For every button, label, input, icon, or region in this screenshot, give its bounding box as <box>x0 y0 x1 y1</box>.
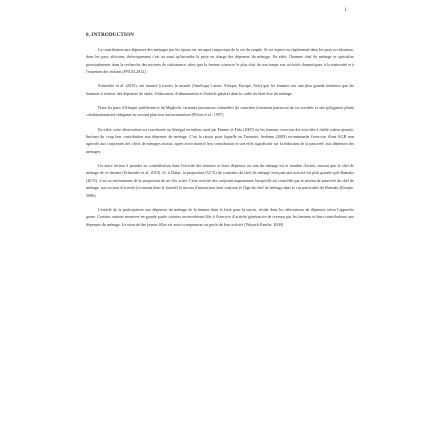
paragraph-6: L'intérêt de la participation aux dépenses du ménage de la femme dans la lutte pour la survie, réside dans les affectations de dépenses selon l'approche genre. Certains auteurs montrent en grande partie certains inconvénients liés à l'exercice d'activité génératrice de revenus par les femmes et leurs contributions aux dépenses du ménage. La sécurité des jeunes filles est aussi compromise au profit de leur activité (Wayack-Pambe, 2008). <box>86 206 354 227</box>
paragraph-2: Schneider et al. (2010), ont montré à travers le monde (Amérique Latine, Afrique, Europe, Asie) que les femmes ont une plus grande tendance que les hommes à réaliser des dépenses de santé, d'éducation, d'alimentation et d'intérêt général dans le cadre du bien-être du ménage. <box>86 83 354 96</box>
page-number: 1 <box>344 8 347 13</box>
document-body <box>86 46 354 235</box>
paragraph-1: La contribution aux dépenses des ménages par les époux est un aspect important de la vie du couple. Si cet aspect est réglementé dans les pays occidentaux, dans les pays africains, théoriquement c'est au mari qu'incombe la prise en charge des dépenses du ménage. En effet, l'homme chef de ménage se spécialise principalement dans la recherche des moyens de subsistance, alors que la femme consacre le plus clair de son temps aux activités domestiques, à la maternité et à l'entretien des enfants (PNUD,2012). <box>86 47 354 75</box>
section-heading: 0. INTRODUCTION <box>86 33 135 38</box>
paragraph-4: En effet, cette observation est corroborée au Sénégal en milieu rural par Pramer et Fida (2007) où les femmes exercent des activités à faible valeur ajoutée, limitant du coup leur contribution aux dépenses du ménage. C'est la raison pour laquelle en Tanzanie, Seebens (2009) recommande l'exercice d'une AGR non agricole aux conjointes des chefs de ménages ruraux, après avoir montré leur contribution et son effet significatif sur la réduction de la pauvreté, aux dépenses des ménages. <box>86 126 354 154</box>
paragraph-5: Un autre facteur à prendre en considération dans l'activité des femmes et leurs dépenses au sein du ménage est le nombre d'actifs, surtout que le chef de ménage de ce dernier (Schneider et al. 2010). Si, à Dakar, la proportion (52 %) de conjoints du chef de ménage exerçant une activité est plus grande qu'à Bamako (46 %), il en va inversement de la proportion de ses fils actifs. Cette activité des conjoints augmentent lorsqu'elle est contrôlée par le niveau de pauvreté du chef de ménage, son secteur d'activité (croissant dans le formel) le niveau d'instruction était conjoint et l'âge du chef de ménage dans le cas particulier de Bamako (Kuepie, 2006). <box>86 163 354 198</box>
paragraph-3: Dans les pays d'Afrique sahélienne et du Maghreb, certaines pesanteurs culturelles (le caractère fortement patriarcal de ces sociétés et une polygamie plutôt cohabitationniste) relèguent au second plan leur autonomisation (Pillon et al., 1997). <box>86 105 354 118</box>
